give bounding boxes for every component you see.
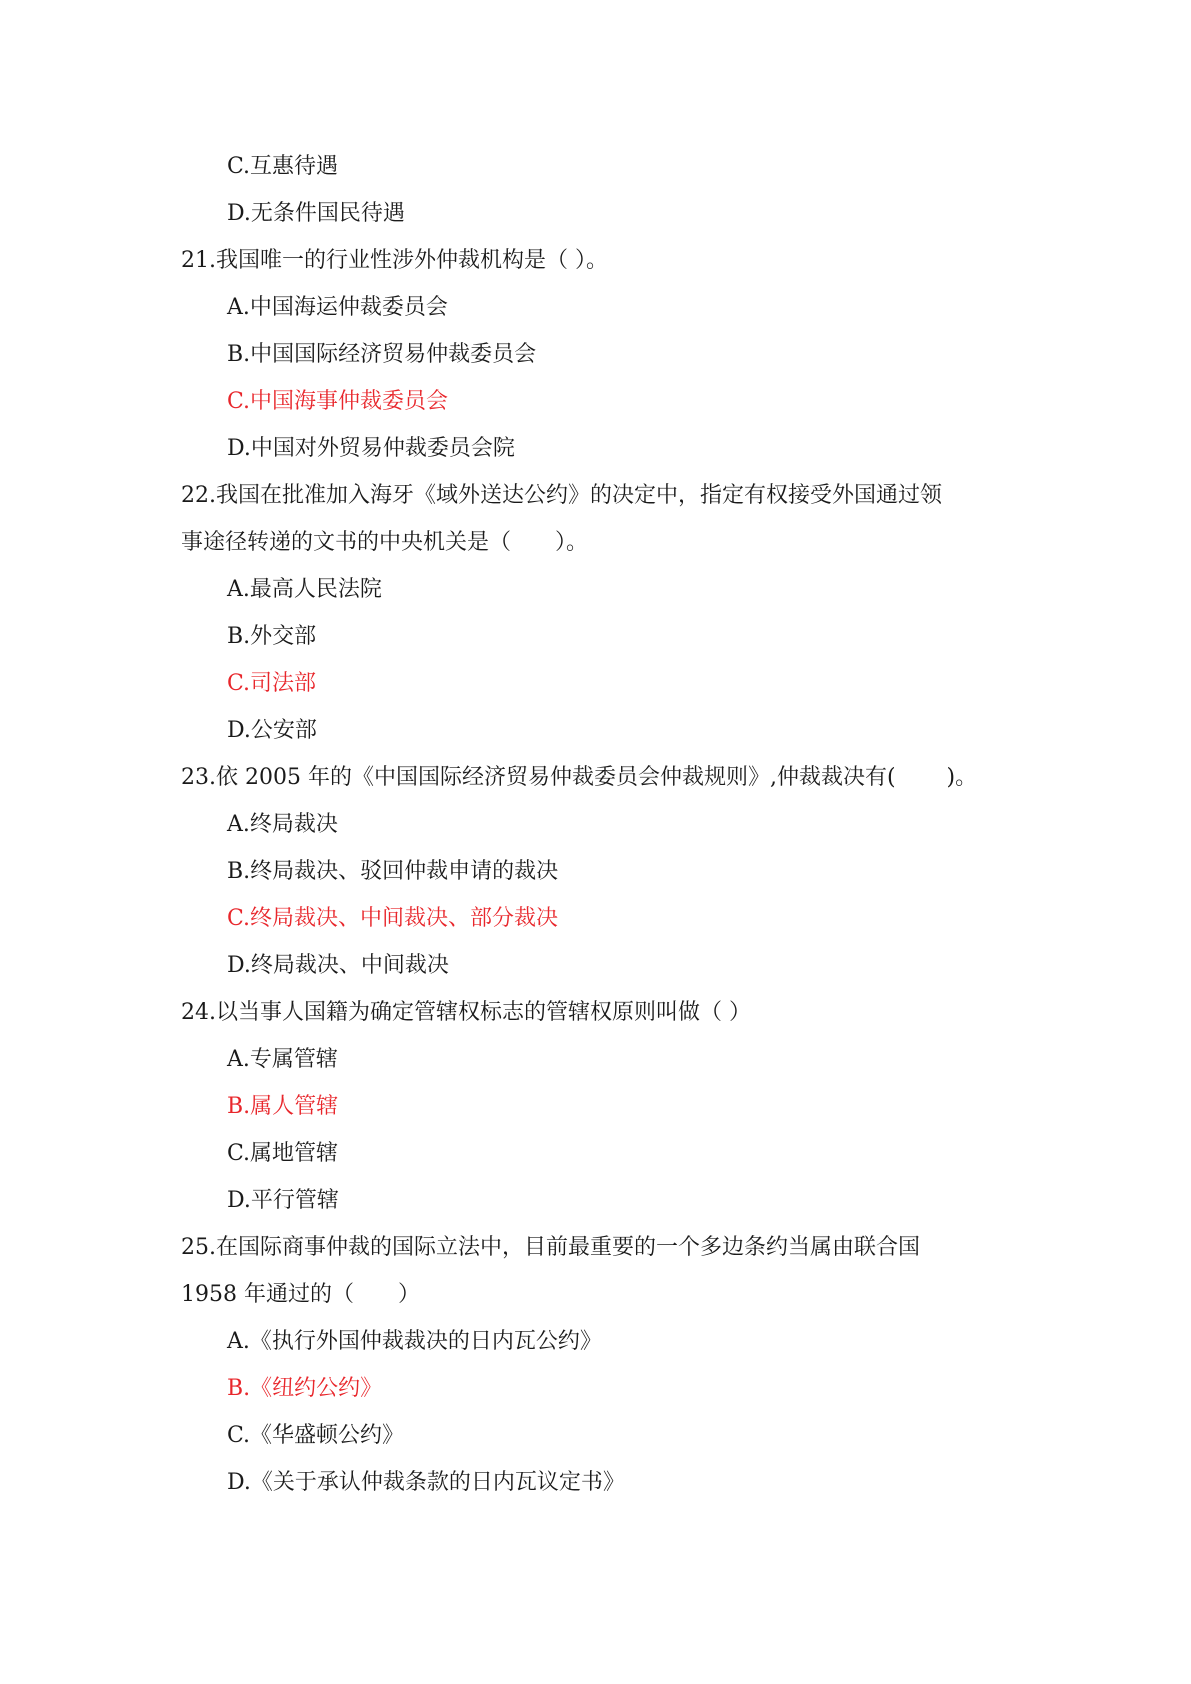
question-25-line-1: 25.在国际商事仲裁的国际立法中，目前最重要的一个多边条约当属由联合国 [181,1235,920,1260]
option-c-q22-answer: C.司法部 [227,671,317,696]
option-a-q25: A.《执行外国仲裁裁决的日内瓦公约》 [227,1329,602,1354]
option-d-q23: D.终局裁决、中间裁决 [227,953,449,978]
question-23: 23.依 2005 年的《中国国际经济贸易仲裁委员会仲裁规则》,仲裁裁决有( )。 [181,765,978,790]
option-a-q23: A.终局裁决 [227,812,338,837]
option-a-q21: A.中国海运仲裁委员会 [227,295,448,320]
option-d-q22: D.公安部 [227,718,317,743]
option-b-q24-answer: B.属人管辖 [227,1094,339,1119]
question-25-line-2: 1958 年通过的（ ） [181,1282,420,1307]
option-d-q25: D.《关于承认仲裁条款的日内瓦议定书》 [227,1470,625,1495]
option-a-q24: A.专属管辖 [227,1047,338,1072]
option-b-q25-answer: B.《纽约公约》 [227,1376,383,1401]
option-d-q24: D.平行管辖 [227,1188,339,1213]
option-b-q22: B.外交部 [227,624,317,649]
option-c-q24: C.属地管辖 [227,1141,339,1166]
option-c-q21-answer: C.中国海事仲裁委员会 [227,389,449,414]
option-d-q21: D.中国对外贸易仲裁委员会院 [227,436,515,461]
question-22-line-2: 事途径转递的文书的中央机关是（ ）。 [181,530,589,555]
option-c-q23-answer: C.终局裁决、中间裁决、部分裁决 [227,906,559,931]
option-c-q25: C.《华盛顿公约》 [227,1423,405,1448]
option-b-q21: B.中国国际经济贸易仲裁委员会 [227,342,537,367]
option-b-q23: B.终局裁决、驳回仲裁申请的裁决 [227,859,559,884]
question-22-line-1: 22.我国在批准加入海牙《域外送达公约》的决定中，指定有权接受外国通过领 [181,483,942,508]
option-c-q20: C.互惠待遇 [227,154,339,179]
question-24: 24.以当事人国籍为确定管辖权标志的管辖权原则叫做（ ） [181,1000,751,1025]
option-d-q20: D.无条件国民待遇 [227,201,405,226]
option-a-q22: A.最高人民法院 [227,577,382,602]
question-21: 21.我国唯一的行业性涉外仲裁机构是（ ）。 [181,248,608,273]
